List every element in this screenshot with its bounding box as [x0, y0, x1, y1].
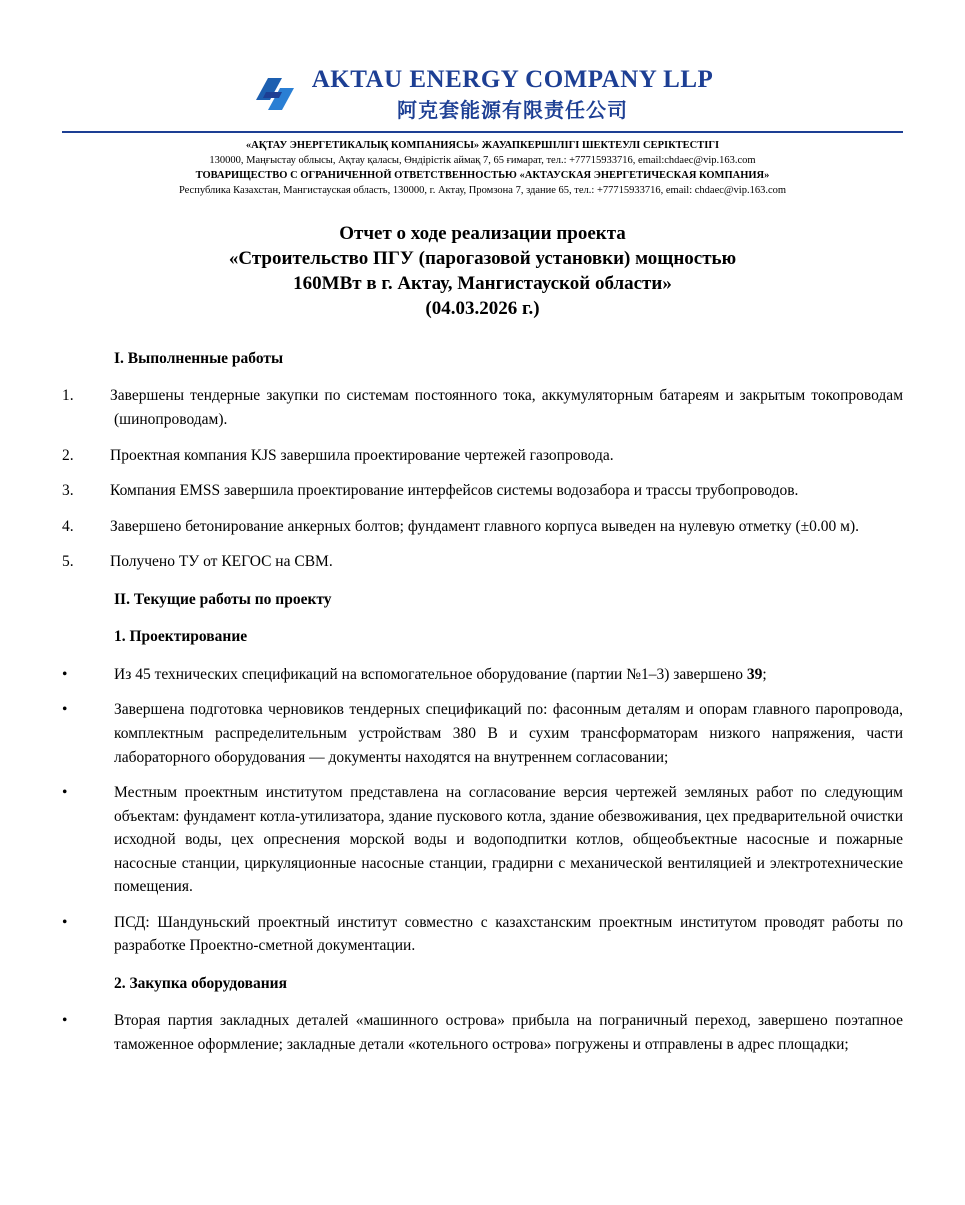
list-item-text: Завершены тендерные закупки по системам постоянного тока, аккумуляторным батареям и закрытым токопроводам (шинопроводам).	[110, 387, 903, 429]
letterhead-divider	[62, 131, 903, 133]
list-marker: 2.	[62, 446, 74, 464]
design-works-list	[62, 651, 903, 958]
list-item-text: Завершено бетонирование анкерных болтов; фундамент главного корпуса выведен на нулевую отметку (±0.00 м).	[110, 517, 859, 535]
list-item-text: Проектная компания KJS завершила проектирование чертежей газопровода.	[110, 446, 614, 464]
document-body	[62, 347, 903, 1057]
letterhead-text	[312, 66, 714, 123]
bullet-icon: •	[62, 1012, 68, 1030]
list-marker: 4.	[62, 517, 74, 535]
address-line-ru-detail: Республика Казахстан, Мангистауская область, 130000, г. Актау, Промзона 7, здание 65, тел.: +77715933716, email: chdaec@vip.163.com	[178, 185, 787, 197]
list-item	[62, 686, 903, 769]
list-item-text: Из 45 технических спецификаций на вспомогательное оборудование (партии №1–3) завершено	[114, 665, 747, 683]
completed-works-list	[62, 372, 903, 573]
section-heading-completed: I. Выполненные работы	[114, 349, 284, 367]
title-line-2: «Строительство ПГУ (парогазовой установки) мощностью	[228, 247, 737, 269]
subsection-heading-design: 1. Проектирование	[114, 628, 248, 646]
list-item-text-tail: ;	[762, 665, 767, 683]
list-item-text: Компания EMSS завершила проектирование интерфейсов системы водозабора и трассы трубопроводов.	[110, 482, 799, 500]
list-marker: 3.	[62, 482, 74, 500]
list-item	[62, 432, 903, 468]
address-line-ru-name: ТОВАРИЩЕСТВО С ОГРАНИЧЕННОЙ ОТВЕТСТВЕННОСТЬЮ «АКТАУСКАЯ ЭНЕРГЕТИЧЕСКАЯ КОМПАНИЯ»	[195, 170, 770, 182]
letterhead	[62, 66, 903, 123]
address-block	[62, 138, 903, 199]
list-marker: 1.	[62, 387, 74, 405]
list-item	[62, 997, 903, 1056]
list-item	[62, 467, 903, 503]
company-name-en: AKTAU ENERGY COMPANY LLP	[311, 66, 714, 93]
company-logo-icon	[252, 74, 298, 114]
list-item	[62, 503, 903, 539]
bullet-icon: •	[62, 784, 68, 802]
list-item	[62, 899, 903, 958]
title-line-4: (04.03.2026 г.)	[425, 297, 540, 319]
list-item	[62, 372, 903, 431]
title-line-3: 160МВт в г. Актау, Мангистауской области»	[293, 272, 672, 294]
list-item-text: Местным проектным институтом представлена на согласование версия чертежей земляных работ по следующим объектам: фундамент котла-утилизатора, здание пускового котла, здание обезвоживания, цех предварительной очистки исходной воды, цех опреснения морской воды и водоподпитки котлов, общеобъектные насосные и пожарные насосные станции, циркуляционные насосные станции, градирни с механической вентиляцией и электротехнические помещения.	[114, 784, 903, 896]
list-item	[62, 651, 903, 687]
list-item-emphasis: 39	[746, 665, 763, 683]
list-item	[62, 538, 903, 574]
list-item	[62, 769, 903, 899]
procurement-works-list	[62, 997, 903, 1056]
page-title	[62, 221, 903, 321]
list-item-text: Завершена подготовка черновиков тендерных спецификаций по: фасонным деталям и опорам главного паропровода, комплектным распределительным устройствам 380 В и сухим трансформаторам низкого напряжения, части лабораторного оборудования — документы находятся на внутреннем согласовании;	[114, 701, 903, 766]
bullet-icon: •	[62, 665, 68, 683]
list-item-text: Вторая партия закладных деталей «машинного острова» прибыла на пограничный переход, завершено поэтапное таможенное оформление; закладные детали «котельного острова» погружены и отправлены в адрес площадки;	[114, 1012, 903, 1053]
company-name-cn: 阿克套能源有限责任公司	[396, 97, 628, 122]
bullet-icon: •	[62, 701, 68, 719]
list-item-text: Получено ТУ от КЕГОС на СВМ.	[110, 553, 333, 571]
section-heading-current: II. Текущие работы по проекту	[114, 590, 332, 608]
subsection-heading-procurement: 2. Закупка оборудования	[114, 974, 287, 992]
title-line-1: Отчет о ходе реализации проекта	[339, 222, 626, 244]
bullet-icon: •	[62, 913, 68, 931]
address-line-kk-detail: 130000, Маңғыстау облысы, Ақтау қаласы, Өндірістік аймақ 7, 65 ғимарат, тел.: +77715933716, email:chdaec@vip.163.com	[209, 154, 756, 166]
address-line-kk-name: «АҚТАУ ЭНЕРГЕТИКАЛЫҚ КОМПАНИЯСЫ» ЖАУАПКЕРШІЛІГІ ШЕКТЕУЛІ СЕРІКТЕСТІГІ	[245, 139, 720, 151]
list-item-text: ПСД: Шандуньский проектный институт совместно с казахстанским проектным институтом проводят работы по разработке Проектно-сметной документации.	[114, 913, 903, 955]
list-marker: 5.	[62, 553, 74, 571]
